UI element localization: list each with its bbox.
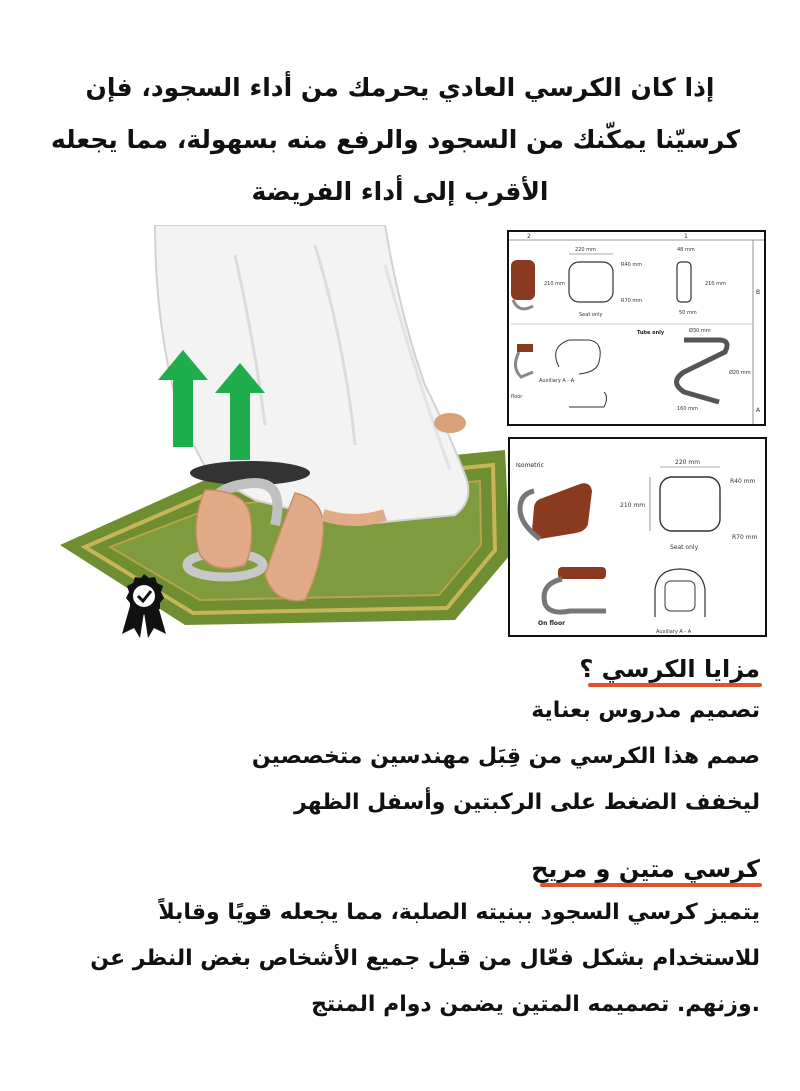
headline-line-2: كرسيّنا يمكّنك من السجود والرفع منه بسهولة، مما يجعله: [50, 125, 740, 154]
section1-body: [252, 688, 760, 826]
grid-col-1: 1: [684, 233, 688, 240]
dim-160: 160 mm: [677, 406, 698, 412]
dim-width-top: 220 mm: [575, 247, 596, 253]
technical-drawing-bottom: [508, 437, 767, 637]
seat-label-top: Seat only: [579, 312, 603, 318]
seat-front-view-bottom: [660, 477, 720, 531]
section2-underline: [540, 883, 762, 887]
dim-50-top: 50 mm: [679, 310, 697, 316]
section2-title: كرسي متين و مريح: [531, 855, 760, 883]
isometric-label: Isometric: [516, 462, 544, 469]
dim-height-bottom: 210 mm: [620, 502, 646, 509]
section-label-bottom: Auxiliary A - A: [656, 629, 692, 635]
u-shape-drawing: [556, 340, 601, 374]
section2-line-3: .وزنهم. تصميمه المتين يضمن دوام المنتج: [311, 992, 760, 1017]
section2-body: [90, 890, 760, 1028]
grid-row-b: B: [756, 289, 761, 296]
tube-drawing: [677, 340, 728, 402]
headline-line-1: إذا كان الكرسي العادي يحرمك من أداء السجود، فإن: [85, 73, 715, 102]
dim-radius-bottom: R40 mm: [730, 478, 756, 485]
dim-depth-top: 48 mm: [677, 247, 695, 253]
tube-label: Tube only: [637, 330, 665, 336]
dim-width-bottom: 220 mm: [675, 459, 701, 466]
section-label-top: Auxiliary A - A: [539, 378, 575, 384]
u-view-bottom: [655, 569, 705, 617]
dim-tube-side: Ø20 mm: [729, 370, 751, 376]
left-foot: [196, 490, 252, 568]
tube-on-floor: [544, 579, 606, 612]
floor-label-top: floor: [511, 394, 523, 400]
floor-label-bottom: On floor: [538, 620, 566, 627]
section1-underline: [588, 683, 762, 687]
section1-title: مزايا الكرسي ؟: [579, 655, 760, 683]
dim-r70-top: R70 mm: [621, 298, 643, 304]
headline-line-3: الأقرب إلى أداء الفريضة: [251, 177, 549, 206]
section2-line-1: يتميز كرسي السجود ببنيته الصلبة، مما يجعله قويًا وقابلاً: [158, 900, 760, 925]
grid-row-a: A: [756, 407, 761, 414]
seat-label-bottom: Seat only: [670, 544, 699, 551]
grid-col-2: 2: [527, 233, 531, 240]
dim-height-side-top: 210 mm: [705, 281, 726, 287]
dim-tube-top: Ø30 mm: [689, 328, 711, 334]
section1-line-1: تصميم مدروس بعناية: [531, 698, 760, 723]
seat-front-view: [569, 262, 613, 302]
quality-badge-icon: [118, 572, 170, 638]
technical-drawing-top: [507, 230, 766, 426]
seat-iso: [511, 260, 535, 300]
dim-height-top: 210 mm: [544, 281, 565, 287]
section1-line-3: ليخفف الضغط على الركبتين وأسفل الظهر: [294, 790, 760, 815]
section2-line-2: للاستخدام بشكل فعّال من قبل جميع الأشخاص بغض النظر عن: [90, 946, 760, 971]
dim-r70-bottom: R70 mm: [732, 534, 758, 541]
seat-side-view: [677, 262, 691, 302]
dim-radius-top: R40 mm: [621, 262, 643, 268]
seat-isometric: [532, 483, 592, 539]
section1-line-2: صمم هذا الكرسي من قِبَل مهندسين متخصصين: [251, 744, 760, 769]
headline: [50, 62, 740, 218]
